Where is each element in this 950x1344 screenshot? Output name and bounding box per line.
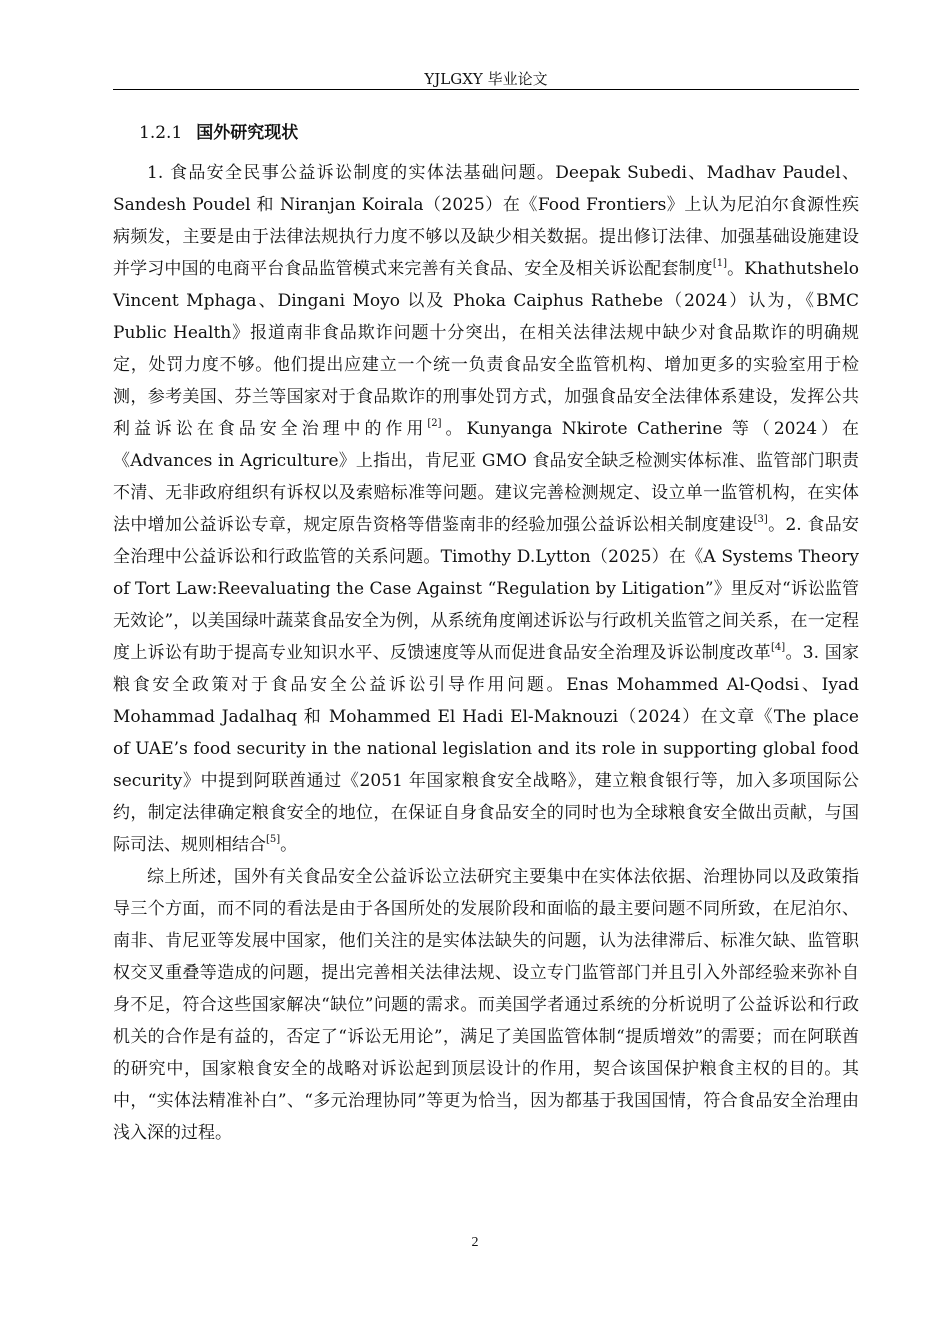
text-segment: 。Khathutshelo Vincent Mphaga、Dingani Moyo 以及 Phoka Caiphus Rathebe（2024）认为，《BMC Public Health》报道南非食品欺诈问题十分突出，在相关法律法规中缺少对食品欺诈的明确规定，处罚力度不够。他们提出应建立一个统一负责食品安全监管机构、增加更多的实验室用于检测，参考美国、芬兰等国家对于食品欺诈的刑事处罚方式，加强食品安全法律体系建设，发挥公共利益诉讼在食品安全治理中的作用 <box>113 259 860 439</box>
citation-ref: [4] <box>770 642 786 653</box>
body-text <box>113 157 859 1149</box>
text-segment: 。2. 食品安全治理中公益诉讼和行政监管的关系问题。Timothy D.Lytton（2025）在《A Systems Theory of Tort Law:Reevaluating the Case Against “Regulation by Litigation”》里反对“诉讼监管无效论”，以美国绿叶蔬菜食品安全为例，从系统角度阐述诉讼与行政机关监管之间关系，在一定程度上诉讼有助于提高专业知识水平、反馈速度等从而促进食品安全治理及诉讼制度改革 <box>113 515 860 663</box>
section-heading <box>139 121 298 145</box>
running-header: YJLGXY 毕业论文 <box>424 70 548 88</box>
citation-ref: [5] <box>266 834 281 845</box>
text-segment: 1. 食品安全民事公益诉讼制度的实体法基础问题。Deepak Subedi、Madhav Paudel、Sandesh Poudel 和 Niranjan Koirala（2025）在《Food Frontiers》上认为尼泊尔食源性疾病频发，主要是由于法律法规执行力度不够以及缺少相关数据。提出修订法律、加强基础设施建设并学习中国的电商平台食品监管模式来完善有关食品、安全及相关诉讼配套制度 <box>113 163 859 279</box>
page-number: 2 <box>471 1235 479 1250</box>
paragraph-foreign-research <box>113 157 859 861</box>
paragraph-summary: 综上所述，国外有关食品安全公益诉讼立法研究主要集中在实体法依据、治理协同以及政策指导三个方面，而不同的看法是由于各国所处的发展阶段和面临的最主要问题不同所致，在尼泊尔、南非、肯尼亚等发展中国家，他们关注的是实体法缺失的问题，认为法律滞后、标准欠缺、监管职权交叉重叠等造成的问题，提出完善相关法律法规、设立专门监管部门并且引入外部经验来弥补自身不足，符合这些国家解决“缺位”问题的需求。而美国学者通过系统的分析说明了公益诉讼和行政机关的合作是有益的，否定了“诉讼无用论”，满足了美国监管体制“提质增效”的需要；而在阿联酋的研究中，国家粮食安全的战略对诉讼起到顶层设计的作用，契合该国保护粮食主权的目的。其中，“实体法精准补白”、“多元治理协同”等更为恰当，因为都基于我国国情，符合食品安全治理由浅入深的过程。 <box>113 867 859 1143</box>
text-segment: 。3. 国家粮食安全政策对于食品安全公益诉讼引导作用问题。Enas Mohammed Al-Qodsi、Iyad Mohammad Jadalhaq 和 Mohammed El Hadi El-Maknouzi（2024）在文章《The place of UAE’s food security in the national legislation and its role in supporting global food security》中提到阿联酋通过《2051 年国家粮食安全战略》，建立粮食银行等，加入多项国际公约，制定法律确定粮食安全的地位，在保证自身食品安全的同时也为全球粮食安全做出贡献，与国际司法、规则相结合 <box>113 643 860 855</box>
header-rule <box>113 89 859 90</box>
section-title: 国外研究现状 <box>196 123 299 143</box>
text-segment: 。Kunyanga Nkirote Catherine 等（2024）在《Advances in Agriculture》上指出，肯尼亚 GMO 食品安全缺乏检测实体标准、监管部门职责不清、无非政府组织有诉权以及索赔标准等问题。建议完善检测规定、设立单一监管机构，在实体法中增加公益诉讼专章，规定原告资格等借鉴南非的经验加强公益诉讼相关制度建设 <box>113 419 859 535</box>
text-segment: 。 <box>280 835 298 855</box>
citation-ref: [2] <box>427 418 442 429</box>
section-number: 1.2.1 <box>139 123 183 143</box>
citation-ref: [1] <box>712 258 727 269</box>
citation-ref: [3] <box>753 514 768 525</box>
